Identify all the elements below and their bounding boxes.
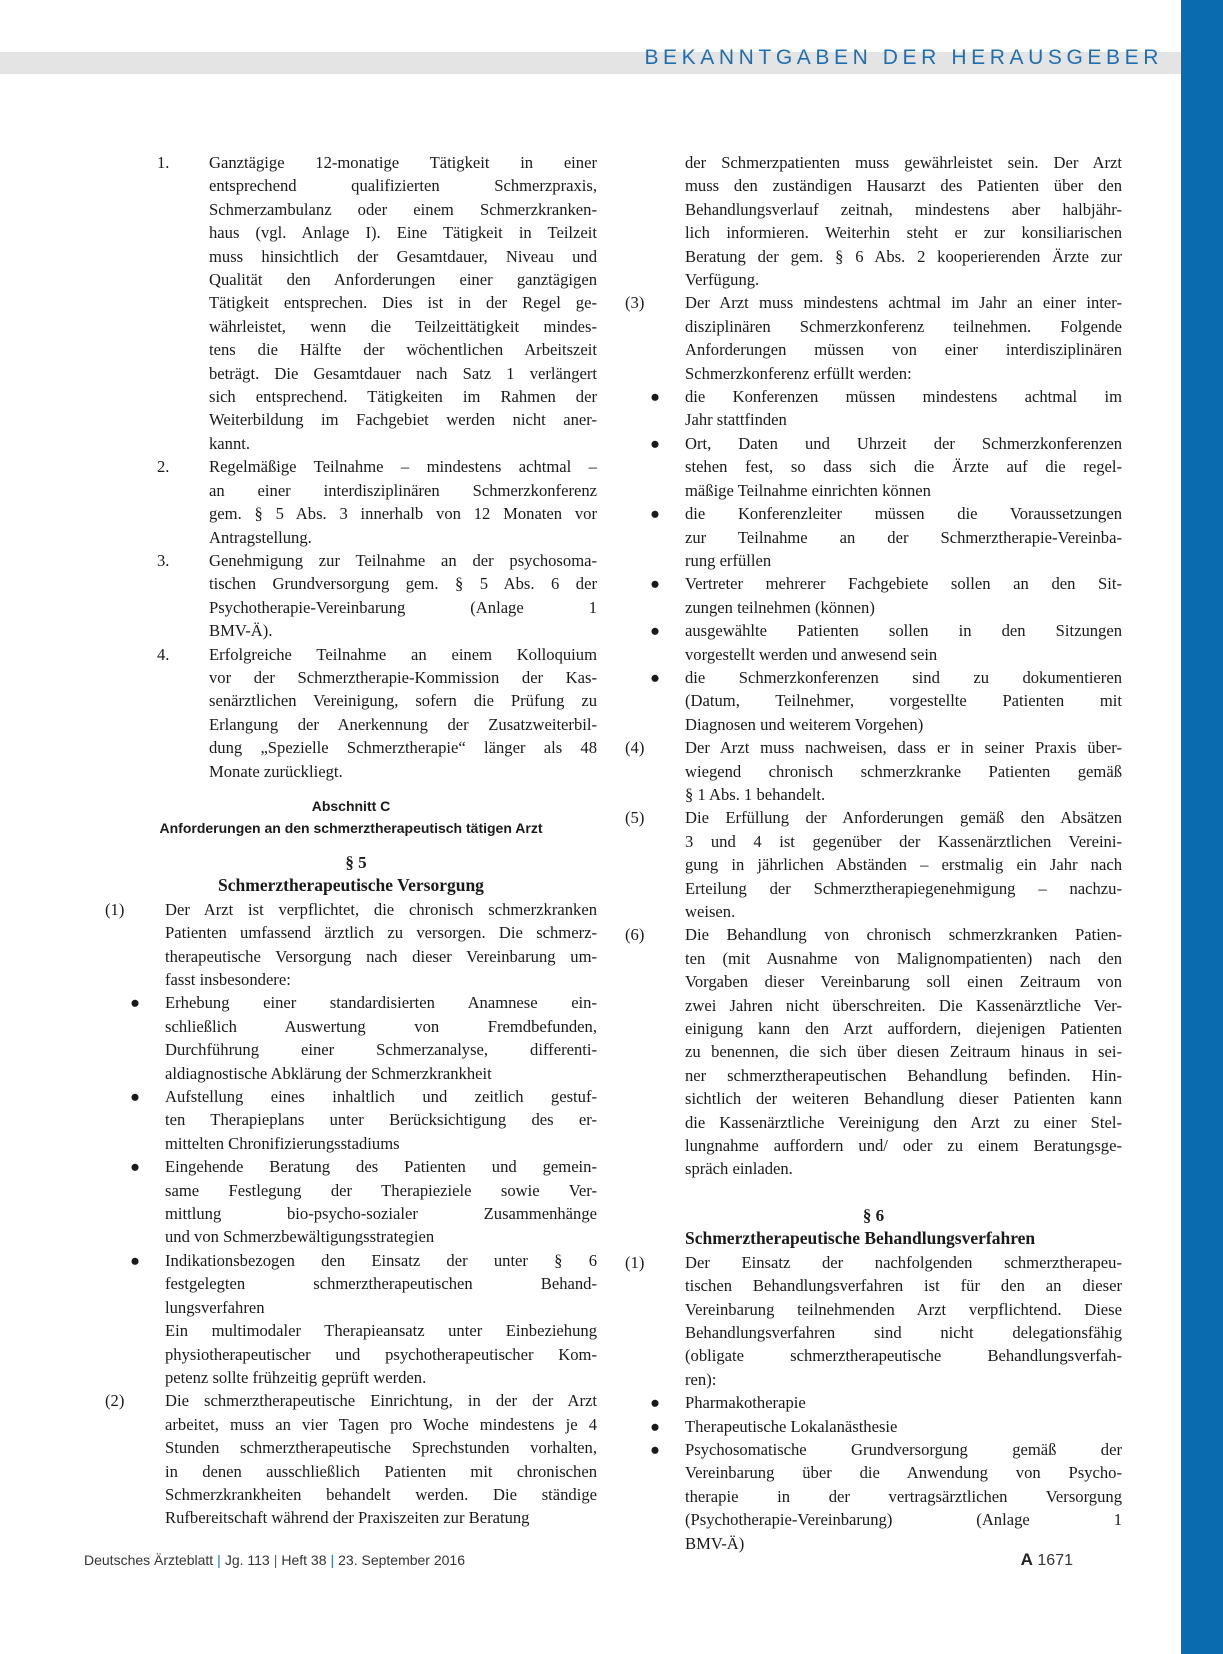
text-line: gem. § 5 Abs. 3 innerhalb von 12 Monaten vor: [209, 504, 597, 524]
text-line: kannt.: [209, 433, 251, 453]
text-line: Der Arzt muss mindestens achtmal im Jahr an einer inter-: [685, 293, 1122, 313]
text-line: Schmerzkonferenz erfüllt werden:: [685, 363, 912, 383]
bullet-text: [685, 432, 1122, 502]
text-line: Der Arzt ist verpflichtet, die chronisch schmerzkranken: [165, 899, 597, 919]
text-line: lungnahme auffordern und/ oder zu einem Beratungsge-: [685, 1136, 1122, 1156]
footer-separator: |: [330, 1552, 335, 1568]
text-line: die Schmerzkonferenzen sind zu dokumentieren: [685, 667, 1122, 687]
text-line: ner schmerztherapeutischen Behandlung befinden. Hin-: [685, 1065, 1122, 1085]
footer-citation: [84, 1552, 465, 1568]
footer-separator: |: [273, 1552, 278, 1568]
paragraph-title: Schmerztherapeutische Behandlungsverfahren: [685, 1228, 1036, 1249]
paragraph-number: (1): [625, 1252, 645, 1272]
bullet-icon: ●: [649, 574, 661, 594]
numbered-paragraph: [625, 923, 1122, 1180]
bullet-text: [165, 991, 597, 1085]
paragraph-number: (6): [625, 925, 645, 945]
paragraph-text: [209, 151, 597, 455]
bullet-item: [625, 619, 1122, 666]
bullet-item: [105, 1155, 597, 1249]
paragraph-text: [685, 923, 1122, 1180]
bullet-text: [165, 1085, 597, 1155]
journal-volume: Jg. 113: [224, 1552, 270, 1568]
text-line: spräch einladen.: [685, 1159, 793, 1179]
paragraph-number: (3): [625, 293, 645, 313]
text-line: ausgewählte Patienten sollen in den Sitzungen: [685, 621, 1122, 641]
paragraph-number: 1.: [157, 153, 170, 172]
paragraph-text: [165, 898, 597, 992]
text-line: dung „Spezielle Schmerztherapie“ länger als 48: [209, 738, 597, 758]
text-line: sichtlich der weiteren Behandlung dieser Patienten kann: [685, 1089, 1122, 1109]
text-line: einigung kann den Arzt auffordern, diejenigen Patienten: [685, 1019, 1122, 1039]
paragraph-symbol: § 5: [345, 852, 367, 872]
paragraph-title-row: [625, 1227, 1122, 1250]
text-line: muss den zuständigen Hausarzt des Patienten über den: [685, 176, 1122, 196]
text-line: Pharmakotherapie: [685, 1393, 806, 1413]
bullet-text: [165, 1249, 597, 1319]
text-line: petenz sollte frühzeitig geprüft werden.: [165, 1367, 427, 1387]
paragraph-number: 3.: [157, 550, 170, 570]
text-line: Qualität den Anforderungen einer ganztägigen: [209, 270, 597, 290]
text-line: Anforderungen müssen von einer interdisziplinären: [685, 340, 1122, 360]
text-line: in denen ausschließlich Patienten mit chronischen: [165, 1461, 597, 1481]
text-line: währleistet, wenn die Teilzeittätigkeit mindes-: [209, 316, 597, 336]
text-line: sich entsprechend. Tätigkeiten im Rahmen der: [209, 387, 597, 407]
text-line: tens die Hälfte der wöchentlichen Arbeitszeit: [209, 340, 597, 360]
paragraph-text: [165, 1389, 597, 1529]
bullet-text: [685, 1438, 1122, 1555]
bullet-item: [625, 385, 1122, 432]
bullet-text: [165, 1155, 597, 1249]
text-line: Die schmerztherapeutische Einrichtung, in der der Arzt: [165, 1391, 597, 1411]
text-line: same Festlegung der Therapieziele sowie Ver-: [165, 1180, 597, 1200]
text-line: Behandlungsverlauf zeitnah, mindestens aber halbjähr-: [685, 199, 1122, 219]
text-line: Diagnosen und weiterem Vorgehen): [685, 714, 924, 734]
text-line: lich informieren. Weiterhin steht er zur konsiliarischen: [685, 223, 1122, 243]
text-line: die Konferenzleiter müssen die Voraussetzungen: [685, 504, 1122, 524]
text-line: festgelegten schmerztherapeutischen Behand-: [165, 1274, 597, 1294]
paragraph-number: 2.: [157, 457, 170, 477]
text-line: ren):: [685, 1369, 717, 1389]
bullet-icon: ●: [649, 621, 661, 641]
bullet-item: [625, 666, 1122, 736]
continuation-text: [625, 151, 1122, 291]
text-line: Rufbereitschaft während der Praxiszeiten zur Beratung: [165, 1508, 530, 1528]
numbered-paragraph: [105, 643, 597, 783]
text-line: an einer interdisziplinären Schmerzkonferenz: [209, 480, 597, 500]
indent-spacer: [625, 151, 685, 291]
paragraph-text: [209, 455, 597, 549]
page-number: [1021, 1550, 1073, 1570]
paragraph-text: [685, 151, 1122, 291]
journal-issue: Heft 38: [281, 1552, 327, 1568]
text-line: muss hinsichtlich der Gesamtdauer, Niveau und: [209, 246, 597, 266]
text-line: beträgt. Die Gesamtdauer nach Satz 1 verlängert: [209, 363, 597, 383]
paragraph-symbol: § 6: [862, 1205, 885, 1225]
text-line: senärztlichen Vereinigung, sofern die Prüfung zu: [209, 691, 597, 711]
text-line: Vertreter mehrerer Fachgebiete sollen an den Sit-: [685, 574, 1122, 594]
paragraph-number: (4): [625, 738, 645, 758]
paragraph-number: (1): [105, 899, 125, 919]
text-line: der Schmerzpatienten muss gewährleistet sein. Der Arzt: [685, 153, 1122, 172]
text-line: therapie in der vertragsärztlichen Versorgung: [685, 1486, 1122, 1506]
text-line: Der Arzt muss nachweisen, dass er in seiner Praxis über-: [685, 738, 1122, 758]
text-line: weisen.: [685, 902, 736, 921]
text-line: Antragstellung.: [209, 527, 312, 547]
text-line: Vereinbarung teilnehmenden Arzt verpflichtend. Diese: [685, 1299, 1122, 1319]
text-line: schließlich Auswertung von Fremdbefunden,: [165, 1016, 597, 1036]
bullet-text: [685, 1415, 1122, 1438]
issue-date: 23. September 2016: [338, 1552, 465, 1568]
paragraph-text: [685, 806, 1122, 923]
bullet-icon: ●: [129, 1087, 141, 1107]
text-line: Jahr stattfinden: [685, 410, 787, 430]
bullet-icon: ●: [649, 667, 661, 687]
text-line: zu benennen, die sich über diesen Zeitraum hinaus in sei-: [685, 1042, 1122, 1062]
bullet-item: [105, 1249, 597, 1319]
text-line: Eingehende Beratung des Patienten und gemein-: [165, 1157, 597, 1177]
text-line: arbeitet, muss an vier Tagen pro Woche mindestens je 4: [165, 1414, 597, 1434]
text-line: Monate zurückliegt.: [209, 761, 343, 781]
bullet-icon: ●: [649, 1439, 661, 1459]
text-line: ten (mit Ausnahme von Malignompatienten) nach den: [685, 948, 1122, 968]
text-line: vor der Schmerztherapie-Kommission der Kas-: [209, 667, 597, 687]
bullet-text: [685, 502, 1122, 572]
bullet-text: [685, 619, 1122, 666]
paragraph-text: [209, 549, 597, 643]
text-line: zungen teilnehmen (können): [685, 597, 875, 617]
bullet-item: [625, 572, 1122, 619]
text-line: (Datum, Teilnehmer, vorgestellte Patienten mit: [685, 691, 1122, 711]
section-header-title: BEKANNTGABEN DER HERAUSGEBER: [644, 46, 1163, 69]
bullet-item: [625, 502, 1122, 572]
page-number-value: 1671: [1037, 1552, 1073, 1569]
text-line: haus (vgl. Anlage I). Eine Tätigkeit in Teilzeit: [209, 223, 597, 243]
paragraph-text: [165, 1319, 597, 1389]
text-line: Ganztägige 12-monatige Tätigkeit in einer: [209, 153, 597, 172]
text-line: Patienten umfassend ärztlich zu versorgen. Die schmerz-: [165, 923, 597, 943]
text-line: gung in jährlichen Abständen – erstmalig ein Jahr nach: [685, 855, 1122, 875]
indent-spacer: [105, 1319, 165, 1389]
text-line: physiotherapeutischer und psychotherapeutischer Kom-: [165, 1344, 597, 1364]
text-line: zwei Jahren nicht überschreiten. Die Kassenärztliche Ver-: [685, 995, 1122, 1015]
bullet-item: [105, 1085, 597, 1155]
page-prefix: A: [1020, 1550, 1033, 1569]
section-subheading: Anforderungen an den schmerztherapeutisch tätigen Arzt: [159, 819, 543, 836]
numbered-paragraph: [105, 898, 597, 992]
text-line: Schmerzkrankheiten behandelt werden. Die ständige: [165, 1484, 597, 1504]
paragraph-text: [685, 1251, 1122, 1391]
bullet-text: [685, 385, 1122, 432]
vertical-space: [105, 839, 597, 851]
text-line: rung erfüllen: [685, 550, 772, 570]
text-line: Beratung der gem. § 6 Abs. 2 kooperierenden Ärzte zur: [685, 246, 1122, 266]
numbered-paragraph: [625, 291, 1122, 385]
paragraph-number: (2): [105, 1391, 125, 1411]
text-line: Durchführung einer Schmerzanalyse, differenti-: [165, 1040, 597, 1060]
bullet-icon: ●: [129, 1250, 141, 1270]
text-line: Psychotherapie-Vereinbarung (Anlage 1: [209, 597, 597, 617]
paragraph-text: [685, 736, 1122, 806]
text-line: zur Teilnahme an der Schmerztherapie-Vereinba-: [685, 527, 1122, 547]
text-line: 3 und 4 ist gegenüber der Kassenärztlichen Vereini-: [685, 831, 1122, 851]
numbered-paragraph: [105, 151, 597, 455]
text-line: Erfolgreiche Teilnahme an einem Kolloquium: [209, 644, 597, 664]
text-line: Weiterbildung im Fachgebiet werden nicht aner-: [209, 410, 597, 430]
bullet-icon: ●: [649, 1416, 661, 1436]
journal-name: Deutsches Ärzteblatt: [84, 1552, 214, 1568]
left-column: [105, 151, 597, 1530]
bullet-icon: ●: [649, 387, 661, 407]
text-line: die Konferenzen müssen mindestens achtmal im: [685, 387, 1122, 407]
text-line: Behandlungsverfahren sind nicht delegationsfähig: [685, 1322, 1122, 1342]
bullet-icon: ●: [129, 993, 141, 1013]
bullet-item: [625, 1391, 1122, 1414]
bullet-text: [685, 572, 1122, 619]
text-line: ten Therapieplans unter Berücksichtigung des er-: [165, 1110, 597, 1130]
side-color-bar: [1181, 0, 1223, 1654]
text-line: Stunden schmerztherapeutische Sprechstunden vorhalten,: [165, 1438, 597, 1458]
numbered-paragraph: [625, 1251, 1122, 1391]
text-line: Die Erfüllung der Anforderungen gemäß den Absätzen: [685, 808, 1122, 828]
bullet-icon: ●: [649, 1393, 661, 1413]
text-line: entsprechend qualifizierten Schmerzpraxis,: [209, 176, 597, 196]
text-line: stehen fest, so dass sich die Ärzte auf die regel-: [685, 457, 1122, 477]
paragraph-number: (5): [625, 808, 645, 828]
text-line: BMV-Ä).: [209, 621, 273, 641]
text-line: mittelten Chronifizierungsstadiums: [165, 1133, 400, 1153]
numbered-paragraph: [625, 736, 1122, 806]
text-line: mittlung bio-psycho-sozialer Zusammenhänge: [165, 1204, 597, 1224]
bullet-text: [685, 666, 1122, 736]
bullet-icon: ●: [649, 433, 661, 453]
text-line: Tätigkeit entsprechen. Dies ist in der Regel ge-: [209, 293, 597, 313]
text-line: vorgestellt werden und anwesend sein: [685, 644, 938, 664]
bullet-text: [685, 1391, 1122, 1414]
text-line: Erteilung der Schmerztherapiegenehmigung – nachzu-: [685, 878, 1122, 898]
vertical-space: [625, 1181, 1122, 1204]
text-line: BMV-Ä): [685, 1533, 745, 1553]
paragraph-text: [209, 643, 597, 783]
text-line: Aufstellung eines inhaltlich und zeitlich gestuf-: [165, 1087, 597, 1107]
bullet-item: [625, 432, 1122, 502]
bullet-icon: ●: [129, 1157, 141, 1177]
text-line: die Kassenärztliche Vereinigung den Arzt zu einer Stel-: [685, 1112, 1122, 1132]
text-line: disziplinären Schmerzkonferenz teilnehmen. Folgende: [685, 316, 1122, 336]
text-line: Die Behandlung von chronisch schmerzkranken Patien-: [685, 925, 1122, 945]
text-line: lungsverfahren: [165, 1297, 265, 1317]
numbered-paragraph: [105, 549, 597, 643]
text-line: aldiagnostische Abklärung der Schmerzkrankheit: [165, 1063, 492, 1083]
text-line: Ort, Daten und Uhrzeit der Schmerzkonferenzen: [685, 433, 1122, 453]
bullet-item: [625, 1438, 1122, 1555]
vertical-space: [105, 783, 597, 795]
text-line: wiegend chronisch schmerzkranke Patienten gemäß: [685, 761, 1122, 781]
text-line: therapeutische Versorgung nach dieser Vereinbarung um-: [165, 946, 597, 966]
text-line: Indikationsbezogen den Einsatz der unter § 6: [165, 1250, 597, 1270]
text-line: (obligate schmerztherapeutische Behandlungsverfah-: [685, 1346, 1122, 1366]
paragraph-text: [685, 291, 1122, 385]
text-line: fasst insbesondere:: [165, 970, 291, 989]
text-line: (Psychotherapie-Vereinbarung) (Anlage 1: [685, 1510, 1122, 1530]
section-heading: Abschnitt C: [311, 797, 391, 814]
right-column: [625, 151, 1122, 1555]
bullet-item: [105, 991, 597, 1085]
numbered-paragraph: [105, 455, 597, 549]
text-line: Therapeutische Lokalanästhesie: [685, 1416, 898, 1436]
text-line: Ein multimodaler Therapieansatz unter Einbeziehung: [165, 1321, 597, 1341]
text-line: Psychosomatische Grundversorgung gemäß der: [685, 1439, 1122, 1459]
text-line: Vereinbarung über die Anwendung von Psycho-: [685, 1463, 1122, 1483]
numbered-paragraph: [625, 806, 1122, 923]
text-line: Erlangung der Anerkennung der Zusatzweiterbil-: [209, 714, 597, 734]
text-line: Genehmigung zur Teilnahme an der psychosoma-: [209, 550, 597, 570]
text-line: Vorgaben dieser Vereinbarung soll einen Zeitraum von: [685, 972, 1122, 992]
text-line: Erhebung einer standardisierten Anamnese ein-: [165, 993, 597, 1013]
paragraph-number: 4.: [157, 644, 170, 664]
text-line: tischen Behandlungsverfahren ist für den an dieser: [685, 1276, 1122, 1296]
text-line: und von Schmerzbewältigungsstrategien: [165, 1227, 435, 1247]
text-line: tischen Grundversorgung gem. § 5 Abs. 6 der: [209, 574, 597, 594]
footer-separator: |: [217, 1552, 221, 1568]
bullet-item: [625, 1415, 1122, 1438]
text-line: mäßige Teilnahme einrichten können: [685, 480, 931, 500]
indent-spacer: [625, 1227, 685, 1250]
continuation-text: [105, 1319, 597, 1389]
text-line: § 1 Abs. 1 behandelt.: [685, 784, 826, 804]
text-line: Der Einsatz der nachfolgenden schmerztherapeu-: [685, 1252, 1122, 1272]
text-line: Verfügung.: [685, 270, 760, 290]
text-line: Regelmäßige Teilnahme – mindestens achtmal –: [209, 457, 597, 477]
numbered-paragraph: [105, 1389, 597, 1529]
bullet-icon: ●: [649, 504, 661, 524]
text-line: Schmerzambulanz oder einem Schmerzkranken-: [209, 199, 597, 219]
paragraph-title: Schmerztherapeutische Versorgung: [218, 875, 484, 896]
